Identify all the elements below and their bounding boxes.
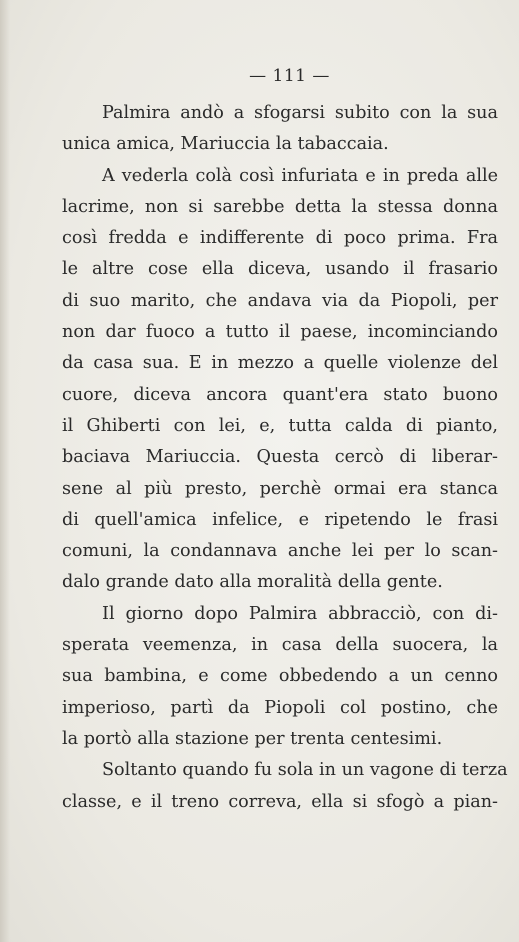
text-line: dalo grande dato alla moralità della gente.: [62, 572, 443, 593]
page-number: — 111 —: [249, 66, 330, 86]
text-line: Il giorno dopo Palmira abbracciò, con di-: [102, 603, 498, 624]
text-line: baciava Mariuccia. Questa cercò di liberar-: [62, 447, 498, 468]
text-line: Soltanto quando fu sola in un vagone di terza: [102, 760, 508, 781]
text-line: classe, e il treno correva, ella si sfogò a pian-: [62, 791, 498, 812]
text-line: di quell'amica infelice, e ripetendo le frasi: [62, 509, 498, 530]
text-line: A vederla colà così infuriata e in preda alle: [102, 165, 498, 186]
text-line: imperioso, partì da Piopoli col postino, che: [62, 697, 498, 718]
text-line: di suo marito, che andava via da Piopoli, per: [62, 290, 498, 311]
text-line: sua bambina, e come obbedendo a un cenno: [62, 666, 498, 687]
text-line: così fredda e indifferente di poco prima. Fra: [62, 228, 498, 249]
text-line: non dar fuoco a tutto il paese, incominciando: [62, 322, 498, 343]
binding-edge: [0, 0, 10, 942]
body-text: [62, 98, 508, 818]
text-line: comuni, la condannava anche lei per lo scan-: [62, 541, 498, 562]
text-line: lacrime, non si sarebbe detta la stessa donna: [62, 196, 498, 217]
text-line: unica amica, Mariuccia la tabaccaia.: [62, 134, 389, 155]
text-line: da casa sua. E in mezzo a quelle violenze del: [62, 353, 498, 374]
text-line: sperata veemenza, in casa della suocera, la: [62, 635, 498, 656]
text-line: la portò alla stazione per trenta centesimi.: [62, 728, 443, 749]
text-line: il Ghiberti con lei, e, tutta calda di pianto,: [62, 415, 498, 436]
text-line: Palmira andò a sfogarsi subito con la sua: [102, 103, 498, 123]
text-line: cuore, diceva ancora quant'era stato buono: [62, 384, 498, 405]
text-line: sene al più presto, perchè ormai era stanca: [62, 478, 498, 499]
text-line: le altre cose ella diceva, usando il frasario: [62, 259, 498, 280]
